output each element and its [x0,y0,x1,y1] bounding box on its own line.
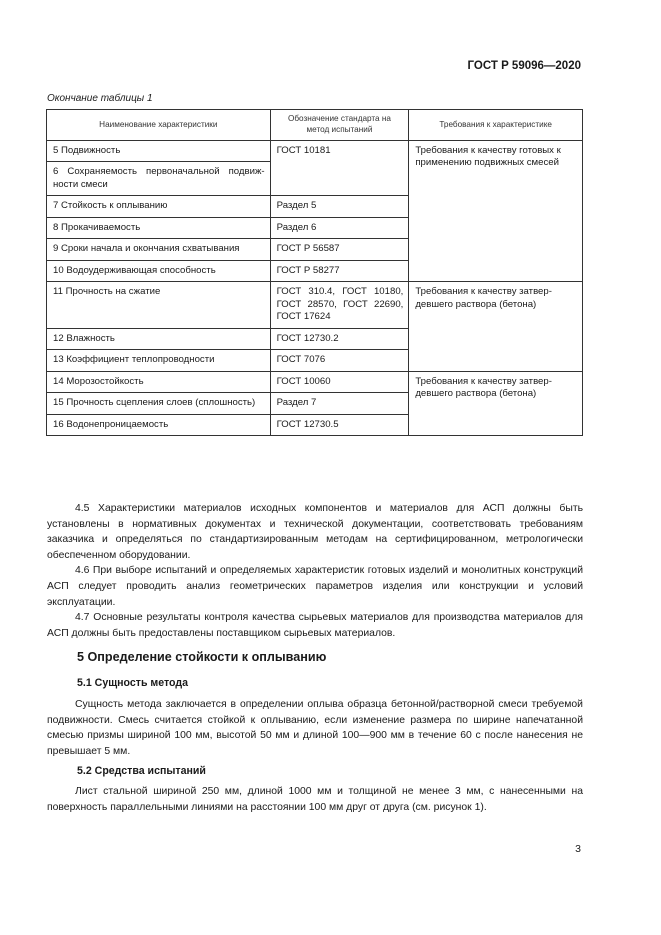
row-name: 12 Влажность [47,328,271,349]
row-name: 7 Стойкость к оплыванию [47,196,271,217]
row-name: 15 Прочность сцепления слоев (сплошность) [47,393,271,414]
document-header: ГОСТ Р 59096—2020 [467,60,581,72]
col-header-name: Наименование характеристики [47,110,271,141]
row-method: ГОСТ Р 58277 [270,260,409,281]
table-caption: Окончание таблицы 1 [47,93,153,104]
row-method: ГОСТ 12730.2 [270,328,409,349]
row-method: ГОСТ 10060 [270,371,409,392]
paragraphs-block [47,501,583,641]
subsection-5-1-title: 5.1 Сущность метода [77,677,189,689]
col-header-method: Обозначение стандарта на метод испытаний [270,110,409,141]
paragraph-5-1: Сущность метода заключается в определении оплыва образца бетонной/растворной смеси требуемой подвижности. Смесь считается стойкой к оплыванию, если изменение размера по ширине напечатанной смесью призмы шириной 100 мм, высотой 50 мм и длиной 100—900 мм в течение 60 с после нанесения не превышает 5 мм. [47,699,583,757]
row-name: 9 Сроки начала и окончания схватывания [47,239,271,260]
subsection-5-2-body [47,784,583,815]
row-requirements: Требования к качеству затвердевшего раствора (бетона) [409,282,583,371]
row-method: Раздел 7 [270,393,409,414]
col-header-requirements: Требования к характеристике [409,110,583,141]
row-method: ГОСТ 310.4, ГОСТ 10180, ГОСТ 28570, ГОСТ 22690, ГОСТ 17624 [270,282,409,328]
row-name: 11 Прочность на сжатие [47,282,271,328]
row-name: 14 Морозостойкость [47,371,271,392]
row-name: 5 Подвижность [47,141,271,162]
row-name: 13 Коэффициент теплопроводности [47,350,271,371]
row-name: 10 Водоудерживающая способность [47,260,271,281]
row-requirements: Требования к качеству затвердевшего раствора (бетона) [409,371,583,435]
row-name: 16 Водонепроницаемость [47,414,271,435]
row-name: 6 Сохраняемость первоначальной подвижности смеси [47,162,271,196]
page-number: 3 [575,843,581,855]
row-requirements: Требования к качеству готовых к применению подвижных смесей [409,141,583,282]
paragraph-4-7: 4.7 Основные результаты контроля качества сырьевых материалов для производства материалов для АСП должны быть предоставлены поставщиком сырьевых материалов. [47,612,583,639]
row-method: ГОСТ Р 56587 [270,239,409,260]
section-5-title: 5 Определение стойкости к оплыванию [77,650,327,664]
row-method: Раздел 6 [270,217,409,238]
characteristics-table [46,109,583,436]
paragraph-5-2: Лист стальной шириной 250 мм, длиной 1000 мм и толщиной не менее 3 мм, с нанесенными на поверхность параллельными линиями на расстоянии 100 мм друг от друга (см. рисунок 1). [47,786,583,813]
row-method: ГОСТ 7076 [270,350,409,371]
row-name: 8 Прокачиваемость [47,217,271,238]
row-method: ГОСТ 10181 [270,141,409,196]
table-header-row [47,110,583,141]
table-row [47,371,583,392]
paragraph-4-5: 4.5 Характеристики материалов исходных компонентов и материалов для АСП должны быть установлены в нормативных документах и технической документации, соответствовать требованиям заказчика и определяться по стандартизированным методам на сертифицированном, метрологически обеспеченном оборудовании. [47,503,583,561]
subsection-5-2-title: 5.2 Средства испытаний [77,765,206,777]
subsection-5-1-body [47,697,583,759]
row-method: Раздел 5 [270,196,409,217]
row-method: ГОСТ 12730.5 [270,414,409,435]
table-row [47,282,583,328]
paragraph-4-6: 4.6 При выборе испытаний и определяемых характеристик готовых изделий и монолитных конструкций АСП следует проводить анализ геометрических параметров изделия или конструкции и условий эксплуатации. [47,565,583,608]
table-row [47,141,583,162]
